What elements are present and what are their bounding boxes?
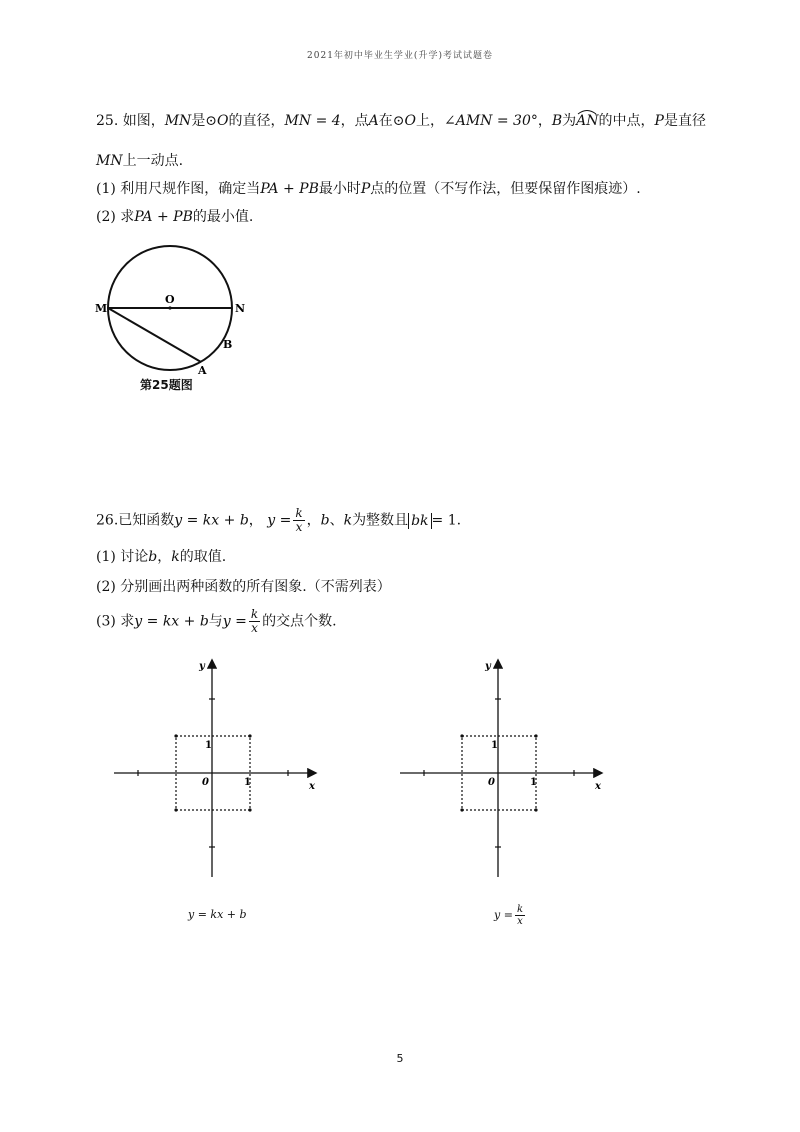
q25-part2-b: 的最小值. [192, 209, 254, 225]
q25-figure-caption: 第25题图 [140, 378, 193, 392]
page-number: 5 [396, 1052, 404, 1065]
q26-part3-fraction [249, 608, 260, 635]
graph2-num: k [516, 904, 523, 915]
graph-inverse-axes [396, 655, 611, 885]
q25-part1 [96, 178, 641, 198]
label-n: N [235, 302, 246, 315]
y-axis-label: y [485, 661, 491, 672]
q25-text-d: ，点 [340, 113, 369, 129]
q26-fraction [293, 507, 304, 534]
q26-part3-a: (3) 求 [96, 613, 135, 630]
label-b: B [223, 338, 233, 351]
graph-linear-axes [110, 655, 325, 885]
q25-text-j: 是直径 [663, 113, 706, 129]
page-header: 2021年初中毕业生学业(升学)考试试题卷 [307, 51, 493, 61]
q25-text-f: 上， [416, 113, 444, 129]
q26-text-b: ， [248, 512, 263, 529]
q26-text-f: = 1. [431, 512, 462, 529]
q26-text-a: 已知函数 [118, 512, 175, 529]
q25-var-A: A [368, 113, 379, 129]
q25-text-b: 是⊙ [191, 113, 218, 129]
corner-dot [174, 734, 177, 737]
q26-y-eq: y = [267, 512, 292, 529]
q25-stem-line2 [96, 150, 183, 170]
arc-mark-icon [576, 107, 598, 115]
q25-line2-var: MN [96, 153, 123, 169]
corner-dot [534, 808, 537, 811]
q26-stem [96, 507, 461, 534]
q25-text-c: 的直径， [228, 113, 285, 129]
q26-part3-func: y = kx + b [134, 613, 209, 630]
center-point [168, 306, 171, 309]
q26-abs-bk: bk [408, 513, 431, 529]
q25-part2 [96, 206, 253, 226]
x-one-label: 1 [244, 777, 251, 788]
corner-dot [248, 808, 251, 811]
q25-arc-label: AN [576, 113, 599, 129]
q26-part3 [96, 608, 337, 635]
q26-text-d: 、 [329, 512, 344, 529]
q25-part2-a: (2) 求 [96, 209, 135, 225]
q25-circle-figure [92, 240, 252, 380]
q26-part2: (2) 分别画出两种函数的所有图象.（不需列表） [96, 579, 391, 595]
q25-var-P: P [654, 113, 664, 129]
corner-dot [460, 808, 463, 811]
q25-eq-angle: ∠AMN = 30° [444, 113, 538, 129]
graph2-label [494, 904, 527, 927]
q25-text-a: 如图， [122, 113, 165, 129]
q26-part3-b: 与 [208, 613, 223, 630]
x-one-label: 1 [530, 777, 537, 788]
graph1-label: y = kx + b [188, 908, 247, 921]
q25-number: 25. [96, 113, 119, 129]
q26-part1-c: 的取值. [179, 549, 227, 565]
chord-ma [108, 308, 201, 362]
origin-label: 0 [488, 777, 495, 788]
q25-eq-mn4: MN = 4 [284, 113, 341, 129]
corner-dot [534, 734, 537, 737]
q25-part1-expr: PA + PB [260, 181, 319, 197]
graph2-fraction [515, 904, 525, 927]
q26-part1-k: k [171, 549, 180, 565]
q26-part1-b: b [148, 549, 158, 565]
q25-var-O2: O [404, 113, 416, 129]
corner-dot [460, 734, 463, 737]
y-axis-label: y [199, 661, 205, 672]
q25-var-O: O [217, 113, 229, 129]
q26-part3-c: 的交点个数. [262, 613, 337, 630]
q25-var-MN: MN [164, 113, 192, 129]
label-m: M [95, 302, 108, 315]
label-o: O [165, 293, 175, 306]
q25-part1-c: 点的位置（不写作法，但要保留作图痕迹）. [370, 181, 641, 197]
y-one-label: 1 [491, 740, 498, 751]
q26-var-k: k [343, 512, 353, 529]
q26-text-e: 为整数且 [352, 512, 409, 529]
q25-part1-P: P [360, 181, 371, 197]
y-one-label: 1 [205, 740, 212, 751]
q26-part3-den: x [251, 621, 258, 635]
graph2-den: x [517, 916, 523, 927]
x-axis-label: x [309, 781, 315, 792]
q26-frac-den: x [295, 520, 303, 534]
q26-part1-sep: ， [157, 549, 172, 565]
q25-text-g: ， [537, 113, 552, 129]
q25-part1-a: (1) 利用尺规作图，确定当 [96, 181, 261, 197]
q25-part2-expr: PA + PB [134, 209, 193, 225]
q25-text-h: 为 [562, 113, 577, 129]
q25-text-i: 的中点， [598, 113, 655, 129]
q25-var-B: B [551, 113, 563, 129]
q25-part1-b: 最小时 [318, 181, 361, 197]
q26-number: 26. [96, 512, 119, 529]
q26-part1-a: (1) 讨论 [96, 549, 149, 565]
corner-dot [248, 734, 251, 737]
q26-text-c: ， [306, 512, 321, 529]
corner-dot [174, 808, 177, 811]
origin-label: 0 [202, 777, 209, 788]
q25-line2-text: 上一动点. [122, 153, 184, 169]
q26-frac-num: k [295, 506, 303, 520]
q26-part3-num: k [250, 607, 259, 621]
x-axis-label: x [595, 781, 601, 792]
q25-stem-line1 [96, 110, 706, 130]
q25-arc-AN [576, 113, 598, 129]
q26-func-linear: y = kx + b [174, 512, 249, 529]
graph2-y-eq: y = [494, 908, 513, 922]
label-a: A [198, 364, 207, 377]
q26-part3-y: y = [222, 613, 247, 630]
q26-part1 [96, 546, 226, 566]
q25-text-e: 在⊙ [378, 113, 405, 129]
q26-var-b: b [320, 512, 330, 529]
